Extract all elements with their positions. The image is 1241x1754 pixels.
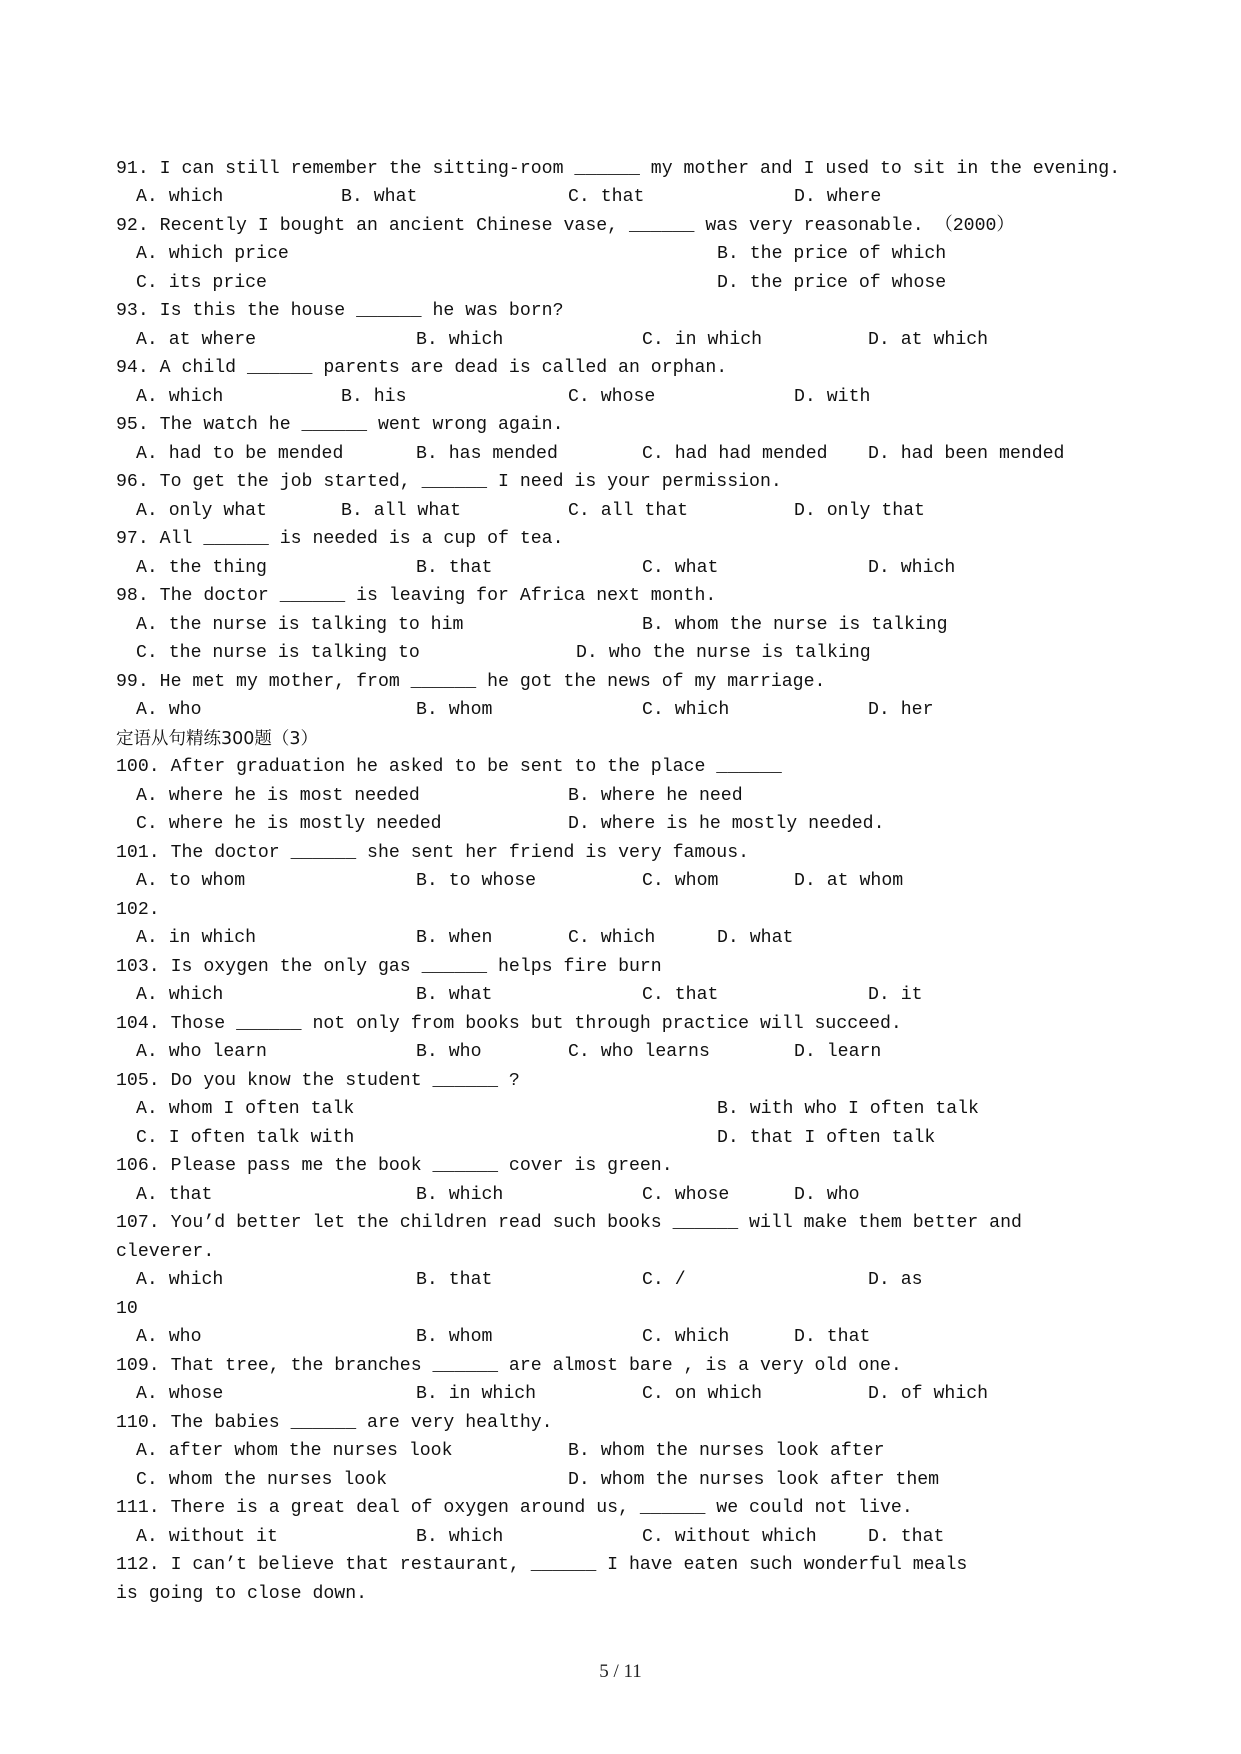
- option-b: B. all what: [341, 500, 462, 521]
- question-stem: The doctor ______ is leaving for Africa next month.: [159, 586, 717, 607]
- option-d: D. which: [868, 557, 956, 578]
- option-a: A. after whom the nurses look: [136, 1441, 453, 1462]
- options-94: [0, 383, 1241, 412]
- option-a: A. in which: [136, 928, 257, 949]
- question-stem: You’d better let the children read such books ______ will make them better and: [170, 1213, 1022, 1234]
- options-101: [0, 867, 1241, 896]
- question-number: 92.: [116, 215, 149, 236]
- question-stem: Those ______ not only from books but through practice will succeed.: [170, 1013, 902, 1034]
- option-c: C. that: [568, 187, 645, 208]
- option-d: D. whom the nurses look after them: [568, 1469, 940, 1490]
- option-d: D. it: [868, 985, 923, 1006]
- question-stem: The watch he ______ went wrong again.: [159, 415, 564, 436]
- question-line: [116, 468, 782, 497]
- option-b: B. whom: [416, 700, 493, 721]
- question-stem-continued: is going to close down.: [116, 1583, 368, 1604]
- option-c: C. I often talk with: [136, 1127, 355, 1148]
- option-a: A. which: [136, 386, 224, 407]
- option-a: A. whom I often talk: [136, 1099, 355, 1120]
- options-95: [0, 440, 1241, 469]
- question-stem: Recently I bought an ancient Chinese vase, ______ was very reasonable. （2000）: [159, 215, 1015, 236]
- options-99: [0, 696, 1241, 725]
- section-heading-line: [0, 725, 1241, 754]
- question-number: 109.: [116, 1355, 160, 1376]
- option-d: D. at which: [868, 329, 989, 350]
- options-98-ab: [0, 611, 1241, 640]
- option-b: B. the price of which: [717, 244, 947, 265]
- option-d: D. of which: [868, 1384, 989, 1405]
- question-number: 96.: [116, 472, 149, 493]
- option-a: A. which price: [136, 244, 289, 265]
- question-112-continued: [0, 1580, 1241, 1609]
- question-line: [116, 582, 716, 611]
- question-number: 112.: [116, 1555, 160, 1576]
- question-line: [116, 953, 662, 982]
- question-96: [0, 468, 1241, 497]
- question-95: [0, 411, 1241, 440]
- options-106: [0, 1181, 1241, 1210]
- question-line: [116, 1010, 902, 1039]
- question-number: 99.: [116, 671, 149, 692]
- question-107-continued: [0, 1238, 1241, 1267]
- option-a: A. which: [136, 187, 224, 208]
- question-stem: After graduation he asked to be sent to the place ______: [170, 757, 782, 778]
- option-d: D. that: [868, 1526, 945, 1547]
- question-line: [116, 1551, 967, 1580]
- option-c: C. in which: [642, 329, 763, 350]
- question-stem: He met my mother, from ______ he got the news of my marriage.: [159, 671, 826, 692]
- question-line: [116, 753, 782, 782]
- question-line: [116, 668, 825, 697]
- exercise-list: [0, 155, 1241, 1609]
- option-d: D. learn: [794, 1042, 882, 1063]
- options-105-cd: [0, 1124, 1241, 1153]
- option-b: B. which: [416, 329, 504, 350]
- question-line: [116, 212, 1015, 241]
- question-number: 95.: [116, 415, 149, 436]
- option-c: C. what: [642, 557, 719, 578]
- question-number: 111.: [116, 1498, 160, 1519]
- question-number: 104.: [116, 1013, 160, 1034]
- question-stem: Please pass me the book ______ cover is green.: [170, 1156, 673, 1177]
- question-103: [0, 953, 1241, 982]
- question-number: 97.: [116, 529, 149, 550]
- question-93: [0, 297, 1241, 326]
- question-102: [0, 896, 1241, 925]
- question-line: [116, 155, 1120, 184]
- question-91: [0, 155, 1241, 184]
- option-a: A. which: [136, 985, 224, 1006]
- question-92: [0, 212, 1241, 241]
- option-d: D. the price of whose: [717, 272, 947, 293]
- question-line: [116, 1295, 149, 1324]
- question-stem-continued: cleverer.: [116, 1241, 215, 1262]
- option-c: C. without which: [642, 1526, 817, 1547]
- question-number: 106.: [116, 1156, 160, 1177]
- question-stem: To get the job started, ______ I need is your permission.: [159, 472, 782, 493]
- option-a: A. which: [136, 1270, 224, 1291]
- option-d: D. only that: [794, 500, 925, 521]
- question-number: 102.: [116, 899, 160, 920]
- question-line: [116, 354, 727, 383]
- question-110: [0, 1409, 1241, 1438]
- option-a: A. without it: [136, 1526, 278, 1547]
- question-99: [0, 668, 1241, 697]
- option-b: B. which: [416, 1526, 504, 1547]
- question-stem: Is this the house ______ he was born?: [159, 301, 564, 322]
- question-line: [116, 1409, 553, 1438]
- option-c: C. its price: [136, 272, 267, 293]
- options-96: [0, 497, 1241, 526]
- question-stem: The babies ______ are very healthy.: [170, 1412, 553, 1433]
- option-c: C. all that: [568, 500, 689, 521]
- option-b: B. whom the nurses look after: [568, 1441, 885, 1462]
- option-a: A. that: [136, 1184, 213, 1205]
- option-b: B. that: [416, 557, 493, 578]
- question-number: 110.: [116, 1412, 160, 1433]
- option-d: D. what: [717, 928, 794, 949]
- option-b: B. whom: [416, 1327, 493, 1348]
- question-line: [116, 1209, 1022, 1238]
- option-c: C. /: [642, 1270, 686, 1291]
- option-c: C. whose: [568, 386, 656, 407]
- question-10: [0, 1295, 1241, 1324]
- option-c: C. where he is mostly needed: [136, 814, 442, 835]
- page-number: 5 / 11: [599, 1661, 642, 1682]
- options-109: [0, 1380, 1241, 1409]
- question-stem: I can still remember the sitting-room ______ my mother and I used to sit in the evening.: [159, 158, 1121, 179]
- option-a: A. who: [136, 1327, 202, 1348]
- option-d: D. her: [868, 700, 934, 721]
- question-100: [0, 753, 1241, 782]
- question-stem: All ______ is needed is a cup of tea.: [159, 529, 564, 550]
- question-stem: There is a great deal of oxygen around us, ______ we could not live.: [170, 1498, 913, 1519]
- option-b: B. in which: [416, 1384, 537, 1405]
- option-a: A. who learn: [136, 1042, 267, 1063]
- question-number: 101.: [116, 842, 160, 863]
- question-stem: Do you know the student ______ ?: [170, 1070, 520, 1091]
- question-stem: A child ______ parents are dead is called an orphan.: [159, 358, 728, 379]
- options-100-ab: [0, 782, 1241, 811]
- question-94: [0, 354, 1241, 383]
- option-a: A. who: [136, 700, 202, 721]
- options-10: [0, 1323, 1241, 1352]
- question-109: [0, 1352, 1241, 1381]
- options-104: [0, 1038, 1241, 1067]
- option-c: C. that: [642, 985, 719, 1006]
- options-98-cd: [0, 639, 1241, 668]
- question-97: [0, 525, 1241, 554]
- option-c: C. had had mended: [642, 443, 828, 464]
- options-107: [0, 1266, 1241, 1295]
- option-b: B. what: [416, 985, 493, 1006]
- options-92-ab: [0, 240, 1241, 269]
- question-line: [116, 411, 564, 440]
- question-line: [116, 525, 564, 554]
- option-d: D. at whom: [794, 871, 904, 892]
- question-number: 98.: [116, 586, 149, 607]
- option-c: C. whom: [642, 871, 719, 892]
- question-104: [0, 1010, 1241, 1039]
- question-105: [0, 1067, 1241, 1096]
- question-line: [116, 1494, 913, 1523]
- option-d: D. had been mended: [868, 443, 1065, 464]
- question-98: [0, 582, 1241, 611]
- question-stem: The doctor ______ she sent her friend is very famous.: [170, 842, 750, 863]
- option-b: B. that: [416, 1270, 493, 1291]
- question-number: 93.: [116, 301, 149, 322]
- option-b: B. to whose: [416, 871, 537, 892]
- option-b: B. where he need: [568, 785, 743, 806]
- option-c: C. the nurse is talking to: [136, 643, 420, 664]
- question-number: 94.: [116, 358, 149, 379]
- question-number: 91.: [116, 158, 149, 179]
- question-number: 100.: [116, 757, 160, 778]
- options-105-ab: [0, 1095, 1241, 1124]
- option-c: C. which: [568, 928, 656, 949]
- question-112: [0, 1551, 1241, 1580]
- options-110-ab: [0, 1437, 1241, 1466]
- option-a: A. to whom: [136, 871, 246, 892]
- question-line: [116, 839, 749, 868]
- option-b: B. when: [416, 928, 493, 949]
- option-d: D. where is he mostly needed.: [568, 814, 885, 835]
- option-c: C. on which: [642, 1384, 763, 1405]
- option-a: A. whose: [136, 1384, 224, 1405]
- option-b: B. which: [416, 1184, 504, 1205]
- option-d: D. who: [794, 1184, 860, 1205]
- question-number: 107.: [116, 1213, 160, 1234]
- question-107: [0, 1209, 1241, 1238]
- option-b: B. his: [341, 386, 407, 407]
- option-c: C. whom the nurses look: [136, 1469, 388, 1490]
- question-number: 10: [116, 1298, 138, 1319]
- options-110-cd: [0, 1466, 1241, 1495]
- option-c: C. whose: [642, 1184, 730, 1205]
- options-93: [0, 326, 1241, 355]
- options-100-cd: [0, 810, 1241, 839]
- question-line: [116, 1152, 673, 1181]
- option-b: B. has mended: [416, 443, 558, 464]
- options-91: [0, 183, 1241, 212]
- options-103: [0, 981, 1241, 1010]
- option-a: A. at where: [136, 329, 257, 350]
- option-a: A. the thing: [136, 557, 267, 578]
- option-a: A. only what: [136, 500, 267, 521]
- option-b: B. who: [416, 1042, 482, 1063]
- options-102: [0, 924, 1241, 953]
- option-a: A. had to be mended: [136, 443, 344, 464]
- option-d: D. who the nurse is talking: [576, 643, 871, 664]
- question-line: [116, 297, 564, 326]
- option-c: C. which: [642, 700, 730, 721]
- question-stem: That tree, the branches ______ are almost bare , is a very old one.: [170, 1355, 902, 1376]
- options-111: [0, 1523, 1241, 1552]
- question-number: 103.: [116, 956, 160, 977]
- option-c: C. who learns: [568, 1042, 710, 1063]
- question-101: [0, 839, 1241, 868]
- question-stem: I can’t believe that restaurant, ______ I have eaten such wonderful meals: [170, 1555, 968, 1576]
- option-d: D. as: [868, 1270, 923, 1291]
- option-d: D. where: [794, 187, 882, 208]
- option-b: B. with who I often talk: [717, 1099, 979, 1120]
- question-stem: Is oxygen the only gas ______ helps fire burn: [170, 956, 662, 977]
- option-d: D. with: [794, 386, 871, 407]
- option-c: C. which: [642, 1327, 730, 1348]
- options-97: [0, 554, 1241, 583]
- option-a: A. where he is most needed: [136, 785, 420, 806]
- question-line: [116, 1067, 520, 1096]
- question-line: [116, 1352, 902, 1381]
- option-d: D. that: [794, 1327, 871, 1348]
- option-d: D. that I often talk: [717, 1127, 936, 1148]
- option-a: A. the nurse is talking to him: [136, 614, 464, 635]
- question-111: [0, 1494, 1241, 1523]
- question-106: [0, 1152, 1241, 1181]
- options-92-cd: [0, 269, 1241, 298]
- option-b: B. what: [341, 187, 418, 208]
- section-heading: 定语从句精练300题（3）: [116, 728, 319, 749]
- option-b: B. whom the nurse is talking: [642, 614, 948, 635]
- question-number: 105.: [116, 1070, 160, 1091]
- question-line: [116, 896, 171, 925]
